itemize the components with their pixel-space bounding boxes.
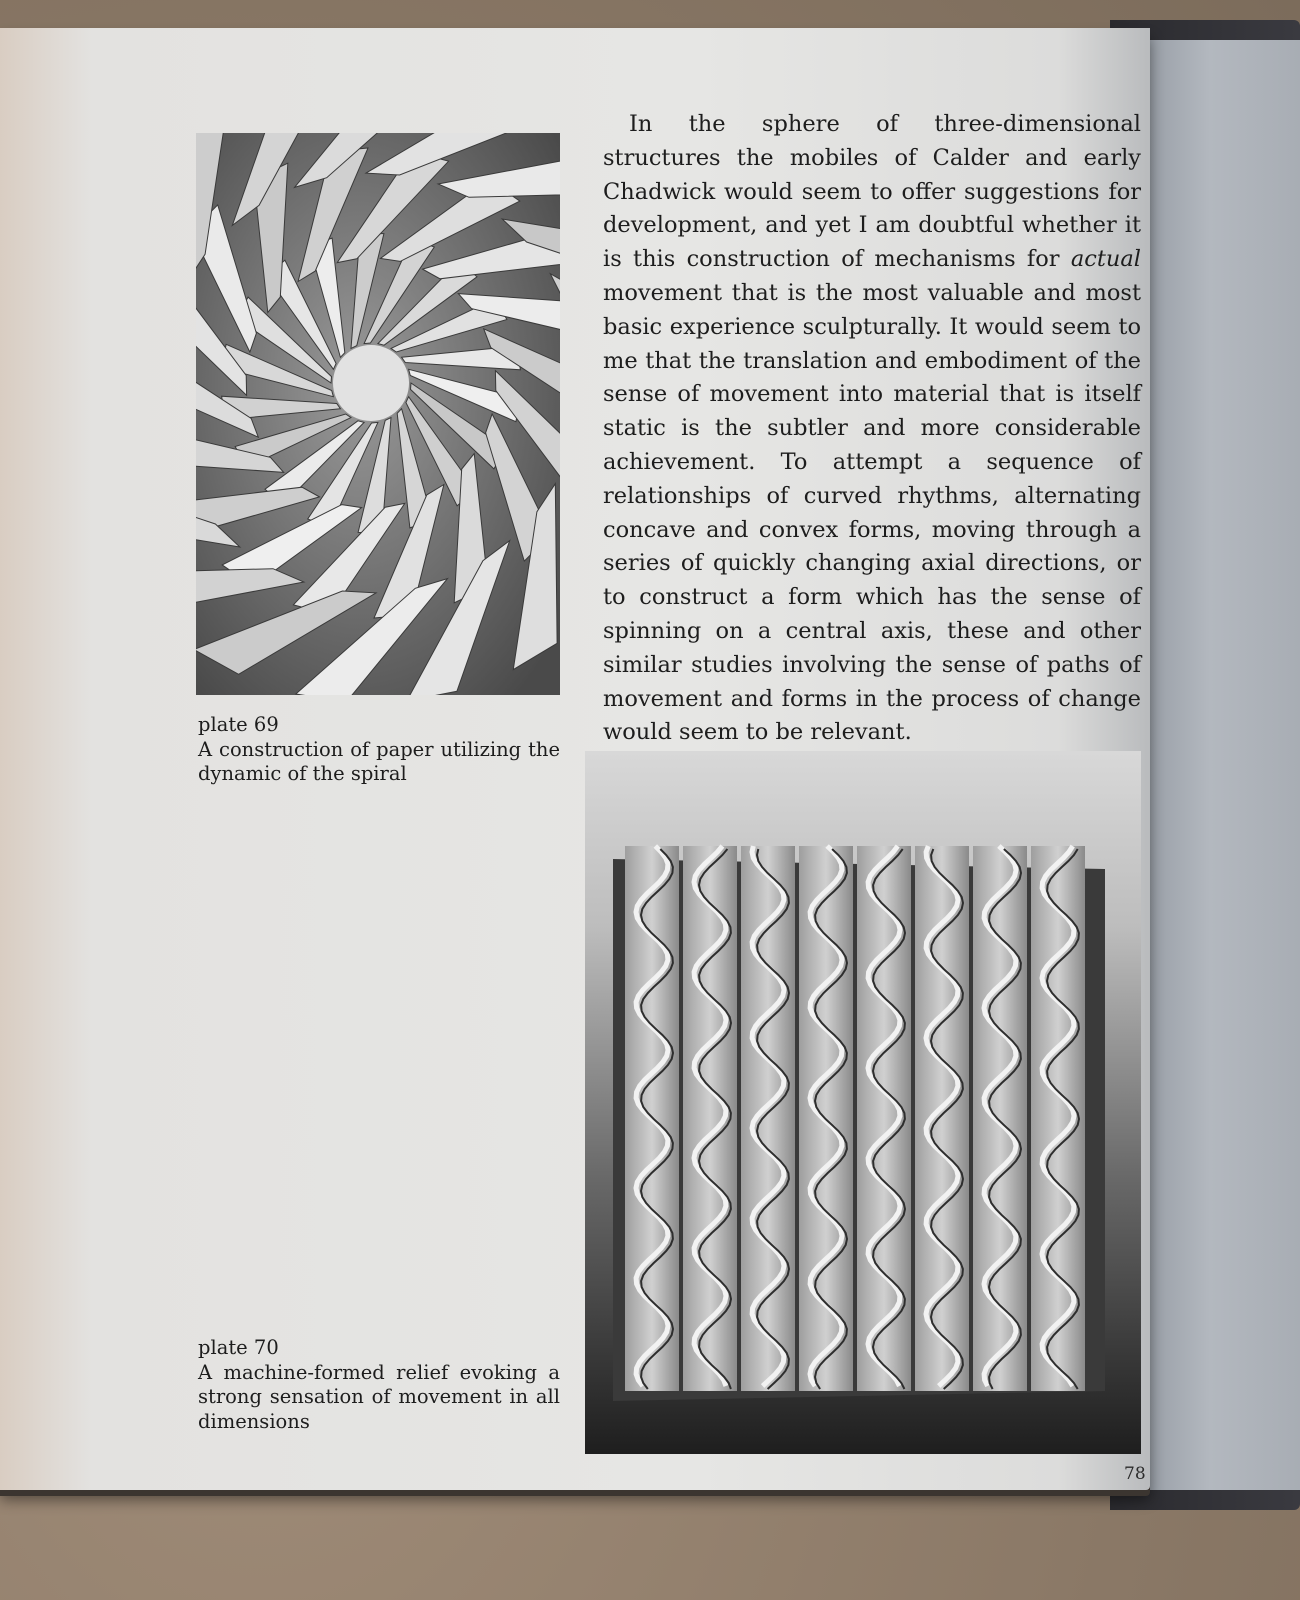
plate-70-caption-text: A machine-formed relief evoking a strong sensation of movement in all dimensions: [198, 1360, 560, 1433]
plate-70-photo: [585, 751, 1141, 1454]
paragraph-text-start: In the sphere of three-dimensional structures the mobiles of Calder and early Chadwick would seem to offer suggestions for development, and yet I am doubtful whether it is this construction of mechanisms for: [603, 111, 1141, 273]
plate-70-caption: [198, 1336, 560, 1434]
plate-69-caption-text: A construction of paper utilizing the dynamic of the spiral: [198, 737, 560, 785]
plate-69-photo: [196, 133, 560, 695]
wave-relief-image: [585, 751, 1141, 1454]
facing-page-edge: [1150, 40, 1300, 1490]
spiral-paper-construction-image: [196, 133, 560, 695]
book-page: [0, 28, 1150, 1490]
relief-panel: [915, 846, 969, 1391]
plate-69-label: plate 69: [198, 713, 279, 736]
page-number: 78: [1124, 1464, 1146, 1484]
emphasis-actual: actual: [1070, 246, 1141, 273]
paragraph-text-end: movement that is the most valuable and most basic experience sculpturally. It would seem to me that the translation and embodiment of the sense of movement into material that is itself static is the subtler and more considerable achievement. To attempt a sequence of relationships of curved rhythms, alternating concave and convex forms, moving through a series of quickly changing axial directions, or to construct a form which has the sense of spinning on a central axis, these and other similar studies involving the sense of paths of movement and forms in the process of change would seem to be relevant.: [603, 279, 1141, 746]
plate-70-label: plate 70: [198, 1336, 279, 1359]
body-paragraph: [603, 108, 1141, 750]
relief-panel: [683, 846, 737, 1391]
plate-69-caption: [198, 713, 560, 787]
